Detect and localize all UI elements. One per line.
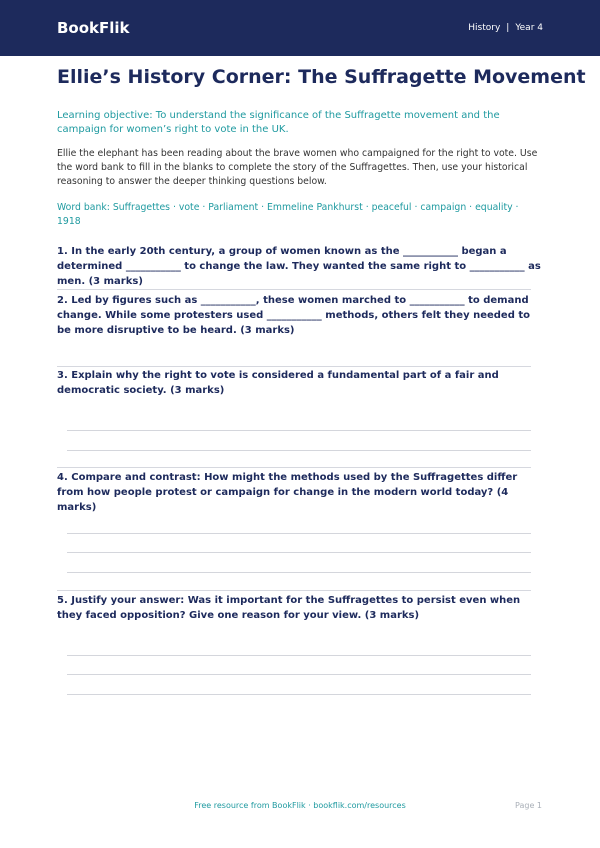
year-label: Year 4 [515, 23, 543, 33]
answer-line[interactable] [67, 694, 531, 695]
footer-resource-link[interactable]: Free resource from BookFlik · bookflik.com/resources [194, 801, 406, 810]
answer-line[interactable] [67, 552, 531, 553]
intro-text: Ellie the elephant has been reading about the brave women who campaigned for the right to vote. Use the word bank to fill in the blanks to complete the story of the Suffragettes. Then, use your historical reasoning to answer the deeper thinking questions below. [57, 148, 538, 187]
header-bar [0, 0, 600, 56]
answer-line[interactable] [67, 450, 531, 451]
answer-line[interactable] [67, 655, 531, 656]
divider [57, 467, 531, 468]
question-1: 1. In the early 20th century, a group of women known as the ___________ began a determined ___________ to change the law. They wanted the same right to ___________ as men. (3 marks) [57, 246, 541, 287]
intro-section [57, 65, 586, 229]
page-title: Ellie’s History Corner: The Suffragette Movement [57, 66, 586, 88]
page-number: Page 1 [515, 801, 542, 810]
learning-objective: Learning objective: To understand the significance of the Suffragette movement and the campaign for women’s right to vote in the UK. [57, 110, 500, 135]
question-5: 5. Justify your answer: Was it important for the Suffragettes to persist even when they faced opposition? Give one reason for your view. (3 marks) [57, 595, 521, 621]
word-bank: Word bank: Suffragettes · vote · Parliament · Emmeline Pankhurst · peaceful · campaign · equality · 1918 [57, 202, 519, 227]
meta-separator: | [506, 23, 510, 33]
question-4: 4. Compare and contrast: How might the methods used by the Suffragettes differ from how people protest or campaign for change in the modern world today? (4 marks) [57, 472, 518, 513]
subject-label: History [468, 23, 501, 33]
footer [0, 801, 600, 815]
answer-line[interactable] [67, 533, 531, 534]
answer-line[interactable] [67, 674, 531, 675]
answer-line[interactable] [67, 572, 531, 573]
brand-logo[interactable]: BookFlik [57, 19, 130, 37]
answer-line[interactable] [67, 430, 531, 431]
header-meta [468, 23, 543, 33]
divider [57, 590, 531, 591]
question-2: 2. Led by figures such as ___________, these women marched to ___________ to demand change. While some protesters used ___________ methods, others felt they needed to be more disruptive to be heard. (3 marks) [57, 295, 530, 336]
divider [57, 289, 531, 290]
question-3: 3. Explain why the right to vote is considered a fundamental part of a fair and democratic society. (3 marks) [57, 370, 499, 396]
divider [57, 366, 531, 367]
